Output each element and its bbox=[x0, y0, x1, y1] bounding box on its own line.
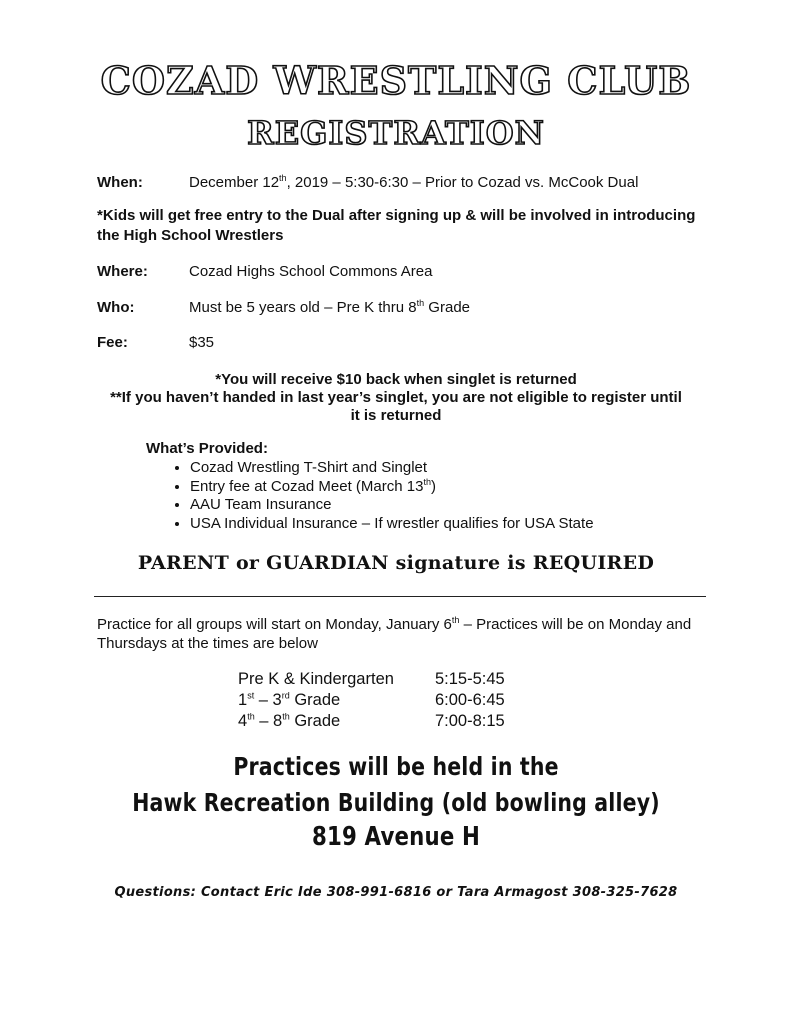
schedule-group: 1st – 3rd Grade bbox=[238, 690, 341, 709]
who-value: Must be 5 years old – Pre K thru 8th Grade bbox=[189, 298, 470, 316]
fee-value: $35 bbox=[189, 334, 215, 351]
registration-title: REGISTRATION bbox=[247, 114, 545, 152]
divider bbox=[94, 596, 706, 597]
contact-questions: Questions: Contact Eric Ide 308-991-6816 or Tara Armagost 308-325-7628 bbox=[114, 885, 678, 900]
schedule-group: 4th – 8th Grade bbox=[238, 711, 341, 730]
parent-signature-required: PARENT or GUARDIAN signature is REQUIRED bbox=[137, 552, 655, 574]
schedule-group: Pre K & Kindergarten bbox=[238, 670, 394, 688]
provided-heading: What’s Provided: bbox=[146, 440, 268, 457]
schedule-time: 5:15-5:45 bbox=[435, 670, 505, 688]
provided-item: • Cozad Wrestling T-Shirt and Singlet bbox=[190, 459, 594, 478]
provided-item: • Entry fee at Cozad Meet (March 13th) bbox=[190, 478, 594, 497]
where-label: Where: bbox=[97, 263, 148, 280]
when-label: When: bbox=[97, 174, 143, 191]
provided-item: • USA Individual Insurance – If wrestler qualifies for USA State bbox=[190, 515, 594, 534]
schedule-time: 7:00-8:15 bbox=[435, 712, 505, 730]
provided-item: • AAU Team Insurance bbox=[190, 496, 594, 515]
practice-intro: Practice for all groups will start on Monday, January 6th – Practices will be on Monday and Thursdays at the times are below bbox=[97, 615, 692, 652]
club-title: COZAD WRESTLING CLUB bbox=[100, 58, 692, 103]
who-label: Who: bbox=[97, 299, 135, 316]
schedule-time: 6:00-6:45 bbox=[435, 691, 505, 709]
location-address: 819 Avenue H bbox=[311, 822, 481, 852]
fee-label: Fee: bbox=[97, 334, 128, 351]
provided-list bbox=[190, 459, 594, 533]
where-value: Cozad Highs School Commons Area bbox=[189, 263, 433, 280]
location-line2: Hawk Recreation Building (old bowling alley) bbox=[132, 788, 660, 817]
kids-note: *Kids will get free entry to the Dual after signing up & will be involved in introducing the High School Wrestlers bbox=[97, 207, 696, 244]
location-line1: Practices will be held in the bbox=[233, 752, 559, 781]
singlet-note-line2: it is returned bbox=[350, 407, 442, 424]
refund-note: *You will receive $10 back when singlet is returned bbox=[215, 371, 577, 388]
when-value: December 12th, 2019 – 5:30-6:30 – Prior to Cozad vs. McCook Dual bbox=[189, 173, 639, 191]
singlet-note-line1: **If you haven’t handed in last year’s singlet, you are not eligible to register until bbox=[110, 389, 682, 406]
